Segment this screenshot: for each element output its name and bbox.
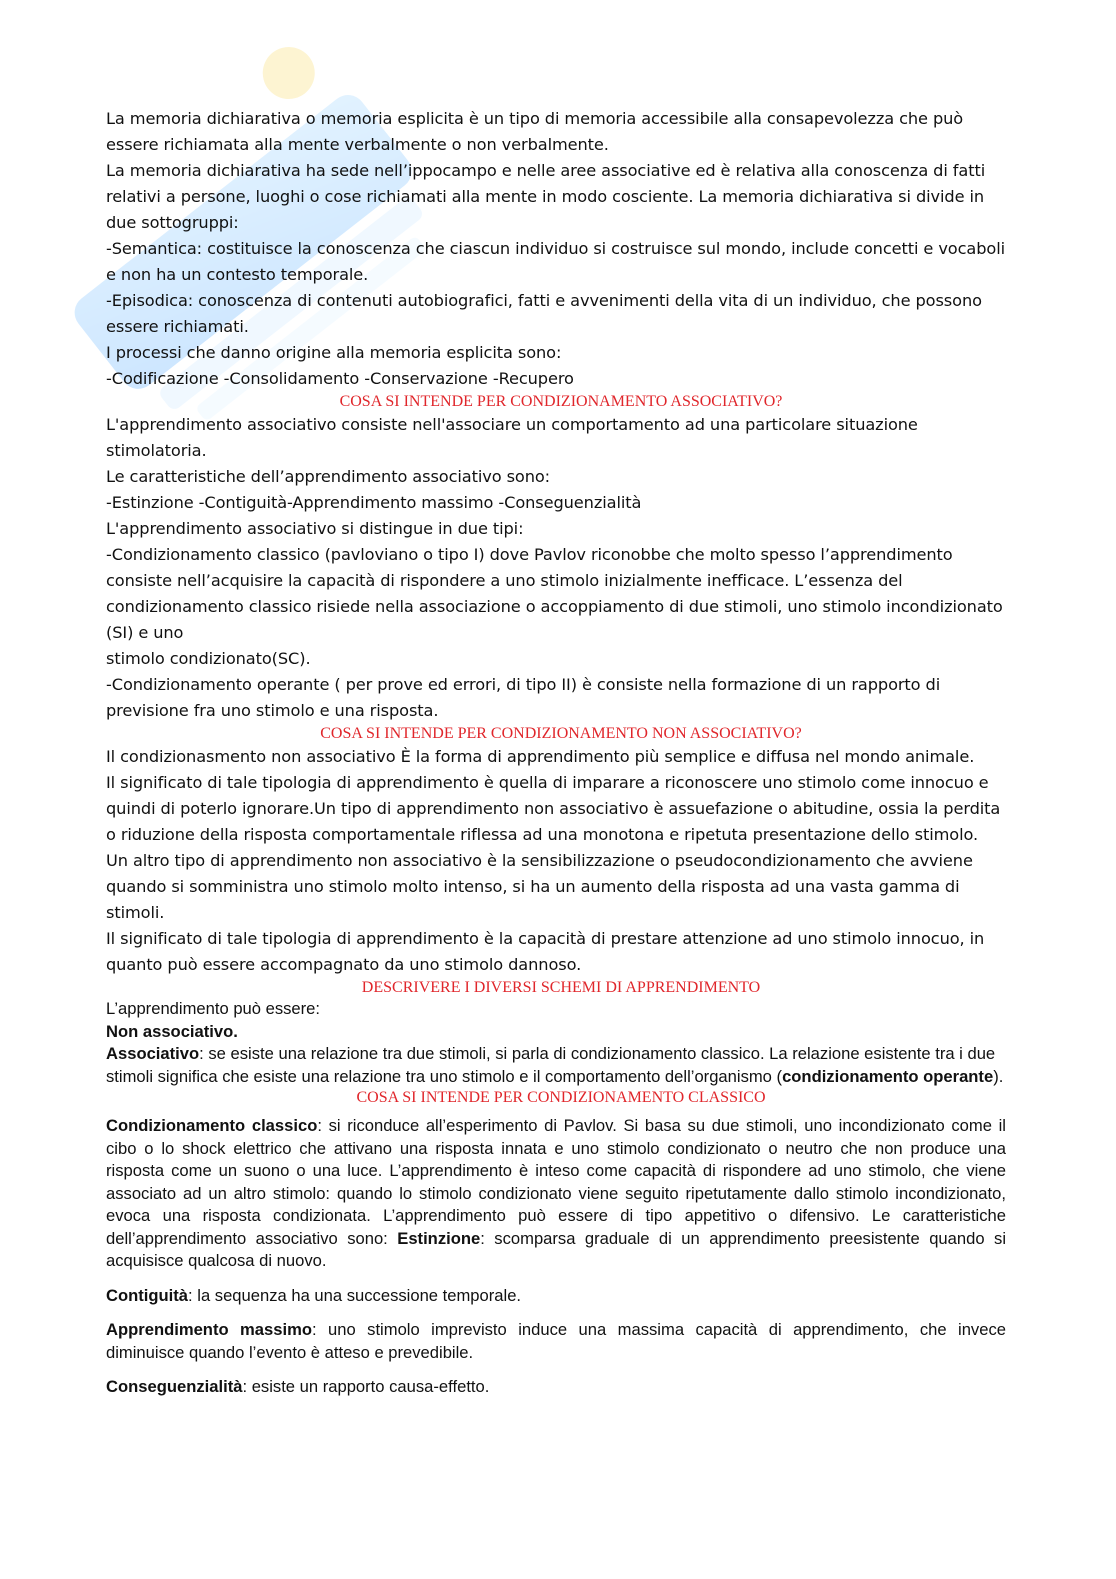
text-run: : la sequenza ha una successione temporale. — [188, 1285, 522, 1305]
paragraph: -Condizionamento operante ( per prove ed errori, di tipo II) è consiste nella formazione di un rapporto di previsione fra uno stimolo e una risposta. — [106, 675, 941, 720]
paragraph — [106, 1319, 1006, 1364]
bold-term: Apprendimento massimo — [106, 1320, 312, 1339]
paragraph — [106, 1021, 1006, 1044]
paragraph: L'apprendimento associativo consiste nell'associare un comportamento ad una particolare situazione stimolatoria. — [106, 415, 918, 460]
paragraph: stimolo condizionato(SC). — [106, 649, 311, 668]
bold-term: condizionamento operante — [782, 1066, 994, 1086]
paragraph — [106, 1376, 1006, 1399]
paragraph: Le caratteristiche dell’apprendimento associativo sono: — [106, 467, 551, 486]
section-heading: DESCRIVERE I DIVERSI SCHEMI DI APPRENDIMENTO — [361, 979, 761, 996]
paragraph: -Codificazione -Consolidamento -Conservazione -Recupero — [106, 369, 574, 388]
paragraph: I processi che danno origine alla memoria esplicita sono: — [106, 343, 562, 362]
bold-term: Condizionamento classico — [106, 1116, 318, 1135]
paragraph: L'apprendimento associativo si distingue in due tipi: — [106, 519, 524, 538]
paragraph — [106, 1285, 1006, 1308]
text-run: : scomparsa graduale di un apprendimento preesistente quando si acquisisce qualcosa di nuovo. — [106, 1228, 1006, 1270]
paragraph: -Estinzione -Contiguità-Apprendimento massimo -Conseguenzialità — [106, 493, 642, 512]
text-run: : esiste un rapporto causa-effetto. — [242, 1377, 490, 1396]
text-run: : si riconduce all’esperimento di Pavlov. Si basa su due stimoli, uno incondizionato come il cibo o lo shock elettrico che attivano una risposta innata e uno stimolo condizionato o neutro che non produce una risposta come un suono o una luce. L’apprendimento è inteso come capacità di rispondere ad uno stimolo, che viene associato ad un altro stimolo: quando lo stimolo condizionato viene seguito ripetutamente dallo stimolo incondizionato, evoca una risposta condizionata. L’apprendimento può essere di tipo appetitivo o difensivo. Le caratteristiche dell’apprendimento associativo sono: — [106, 1116, 1006, 1248]
text-run: : uno stimolo imprevisto induce una massima capacità di apprendimento, che invece diminuisce quando l’evento è atteso e prevedibile. — [106, 1320, 1006, 1362]
paragraph: Un altro tipo di apprendimento non associativo è la sensibilizzazione o pseudocondizionamento che avviene quando si somministra uno stimolo molto intenso, si ha un aumento della risposta ad una vasta gamma di stimoli. — [106, 851, 973, 922]
text-run: ). — [993, 1066, 1004, 1086]
section-heading: COSA SI INTENDE PER CONDIZIONAMENTO CLASSICO — [356, 1089, 766, 1106]
paragraph: -Semantica: costituisce la conoscenza che ciascun individuo si costruisce sul mondo, include concetti e vocaboli e non ha un contesto temporale. — [106, 239, 1006, 284]
paragraph — [106, 1115, 1006, 1273]
document-body — [106, 106, 1006, 1399]
text-run: : se esiste una relazione tra due stimoli, si parla di condizionamento classico. La relazione esistente tra i due stimoli significa che esiste una relazione tra uno stimolo e il comportamento dell’organismo ( — [106, 1044, 996, 1086]
paragraph: La memoria dichiarativa ha sede nell’ippocampo e nelle aree associative ed è relativa alla conoscenza di fatti relativi a persone, luoghi o cose richiamati alla mente in modo cosciente. La memoria dichiarativa si divide in due sottogruppi: — [106, 161, 986, 232]
bold-term: Conseguenzialità — [106, 1377, 243, 1396]
bold-term: Non associativo. — [106, 1021, 238, 1041]
paragraph: Il condizionasmento non associativo È la forma di apprendimento più semplice e diffusa nel mondo animale. — [106, 747, 975, 766]
paragraph: Il significato di tale tipologia di apprendimento è quella di imparare a riconoscere uno stimolo come innocuo e quindi di poterlo ignorare.Un tipo di apprendimento non associativo è assuefazione o abitudine, ossia la perdita o riduzione della risposta comportamentale riflessa ad una monotona e ripetuta presentazione dello stimolo. — [106, 773, 1001, 844]
paragraph: -Episodica: conoscenza di contenuti autobiografici, fatti e avvenimenti della vita di un individuo, che possono essere richiamati. — [106, 291, 982, 336]
section-heading: COSA SI INTENDE PER CONDIZIONAMENTO NON ASSOCIATIVO? — [320, 725, 802, 742]
paragraph: -Condizionamento classico (pavloviano o tipo I) dove Pavlov riconobbe che molto spesso l’apprendimento consiste nell’acquisire la capacità di rispondere a uno stimolo inizialmente inefficace. L’essenza del condizionamento classico risiede nella associazione o accoppiamento di due stimoli, uno stimolo incondizionato (SI) e uno — [106, 545, 1003, 642]
paragraph: La memoria dichiarativa o memoria esplicita è un tipo di memoria accessibile alla consapevolezza che può essere richiamata alla mente verbalmente o non verbalmente. — [106, 109, 964, 154]
bold-term: Estinzione — [397, 1228, 481, 1248]
paragraph: L’apprendimento può essere: — [106, 999, 321, 1018]
paragraph: Il significato di tale tipologia di apprendimento è la capacità di prestare attenzione ad uno stimolo innocuo, in quanto può essere accompagnato da uno stimolo dannoso. — [106, 929, 985, 974]
paragraph — [106, 1043, 1006, 1088]
section-heading: COSA SI INTENDE PER CONDIZIONAMENTO ASSOCIATIVO? — [339, 393, 783, 410]
bold-term: Contiguità — [106, 1285, 189, 1305]
bold-term: Associativo — [106, 1044, 200, 1063]
